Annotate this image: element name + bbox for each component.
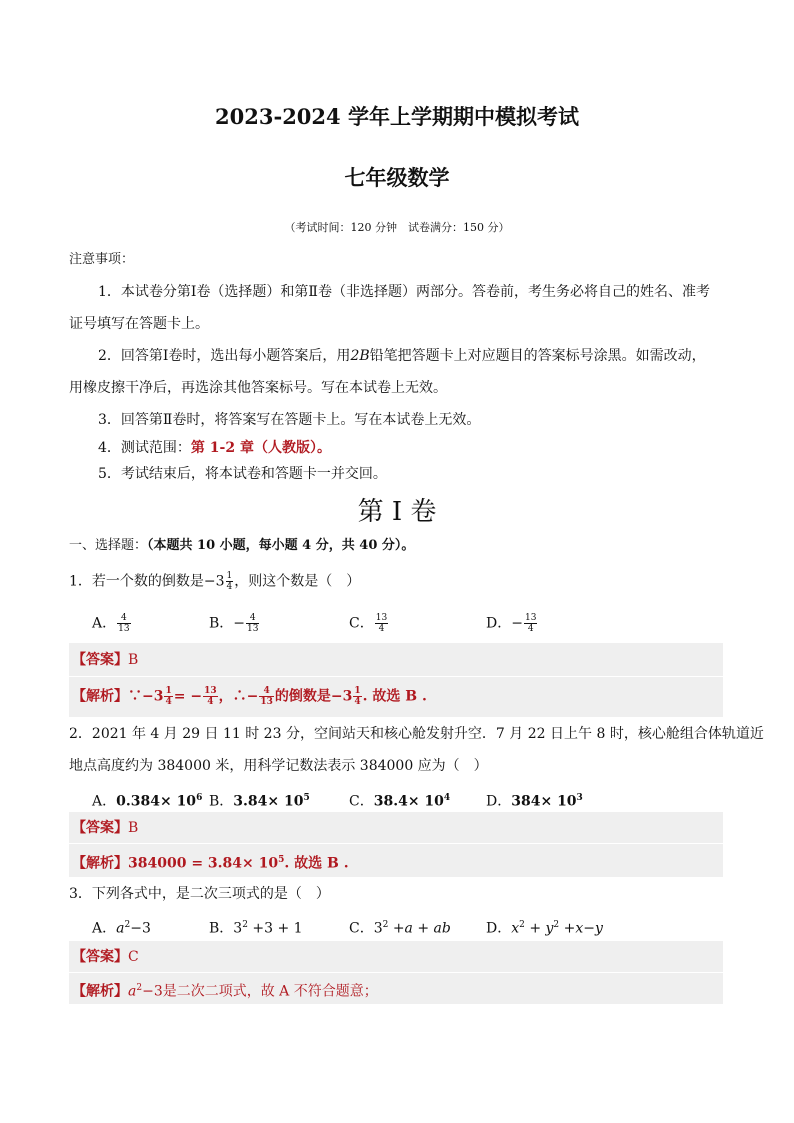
- q2-option-d: D．$384\times 10^3$: [486, 793, 583, 810]
- q3-option-b: B．$3^2 +3 + 1$: [209, 920, 303, 937]
- q1-stem-post: ，则这个数是（ ）: [234, 573, 361, 590]
- q2-option-c: C．$38.4\times 10^4$: [349, 793, 451, 810]
- volume-heading: 第 I 卷: [357, 497, 437, 527]
- q1-stem-pre: 1．若一个数的倒数是−3: [69, 573, 225, 590]
- notes-heading: 注意事项：: [69, 252, 135, 267]
- q1-answer: [72, 650, 138, 670]
- q1-option-d: D．− $\frac{13}{4}$: [486, 613, 537, 634]
- q2-answer-box: [69, 812, 723, 843]
- note-4-period: 。: [316, 440, 331, 456]
- analysis-label: 【解析】: [72, 983, 128, 1000]
- q2-analysis: 【解析】$384000 = 3.84\times 10^5$. 故选 B .: [72, 855, 349, 872]
- q1-option-c: C． $\frac{13}{4}$: [349, 613, 388, 634]
- section-detail: （本题共 10 小题，每小题 4 分，共 40 分）。: [147, 538, 415, 553]
- answer-value: C: [128, 949, 139, 965]
- q1-fraction: $\frac{1}{4}$: [226, 571, 233, 592]
- q1-analysis: 【解析】∵−3 $\frac{1}{4}$ = − $\frac{13}{4}$ ，∴− $\frac{4}{13}$ 的倒数是−3 $\frac{1}{4}$ . 故选 B .: [72, 686, 427, 707]
- q3-option-c: C．$3^2 +a$ + ab: [349, 920, 451, 937]
- note-2-text-post: 铅笔把答题卡上对应题目的答案标号涂黑。如需改动，: [369, 348, 706, 364]
- analysis-label: 【解析】: [72, 688, 128, 705]
- q3-answer-box: [69, 941, 723, 972]
- q3-answer: [72, 947, 139, 967]
- exam-meta: （考试时间：120 分钟 试卷满分：150 分）: [284, 221, 510, 234]
- q2-option-a: A．$0.384\times 10^6$: [92, 793, 203, 810]
- note-1-line-2: 证号填写在答题卡上。: [69, 316, 209, 332]
- answer-value: B: [128, 652, 139, 668]
- note-1-line-1: 1．本试卷分第Ⅰ卷（选择题）和第Ⅱ卷（非选择题）两部分。答卷前，考生务必将自己的姓名、准考: [98, 284, 710, 300]
- q1-answer-box: [69, 643, 723, 676]
- note-4: [98, 438, 331, 458]
- q1-option-a: A． $\frac{4}{13}$: [92, 613, 130, 634]
- answer-label: 【答案】: [72, 652, 128, 668]
- answer-label: 【答案】: [72, 949, 128, 965]
- note-4-label: 4．测试范围：: [98, 440, 191, 456]
- note-4-range: 第 1-2 章（人教版）: [190, 440, 317, 456]
- q2-option-b: B．$3.84\times 10^5$: [209, 793, 310, 810]
- q3-option-a: A．$a^2-3$: [92, 920, 151, 937]
- section-label: 一、选择题：: [69, 538, 148, 553]
- section-heading: [69, 536, 414, 556]
- note-2-line-2: 用橡皮擦干净后，再选涂其他答案标号。写在本试卷上无效。: [69, 380, 447, 396]
- note-2-pencil: 2B: [350, 348, 370, 364]
- answer-value: B: [128, 820, 139, 836]
- q3-option-d: D．$x^2 + y^2 +x-y$: [486, 920, 603, 937]
- q3-analysis: 【解析】$a^2-3$是二次二项式，故 A 不符合题意；: [72, 983, 378, 1000]
- analysis-label: 【解析】: [72, 855, 128, 872]
- answer-label: 【答案】: [72, 820, 128, 836]
- q3-stem: 3．下列各式中，是二次三项式的是（ ）: [69, 886, 330, 902]
- note-3: 3．回答第Ⅱ卷时，将答案写在答题卡上。写在本试卷上无效。: [98, 412, 481, 428]
- note-5: 5．考试结束后，将本试卷和答题卡一并交回。: [98, 466, 387, 482]
- q2-answer: [72, 818, 138, 838]
- q1-stem: [69, 571, 360, 592]
- note-2-text: 2．回答第Ⅰ卷时，选出每小题答案后，用: [98, 348, 351, 364]
- exam-title: 2023-2024 学年上学期期中模拟考试: [215, 104, 579, 129]
- note-2-line-1: [98, 346, 706, 366]
- q2-stem-line-2: 地点高度约为 384000 米，用科学记数法表示 384000 应为（ ）: [69, 758, 488, 774]
- q2-stem-line-1: 2．2021 年 4 月 29 日 11 时 23 分，空间站天和核心舱发射升空．7 月 22 日上午 8 时，核心舱组合体轨道近: [69, 726, 764, 742]
- exam-subject: 七年级数学: [344, 165, 450, 190]
- q1-option-b: B．− $\frac{4}{13}$: [209, 613, 259, 634]
